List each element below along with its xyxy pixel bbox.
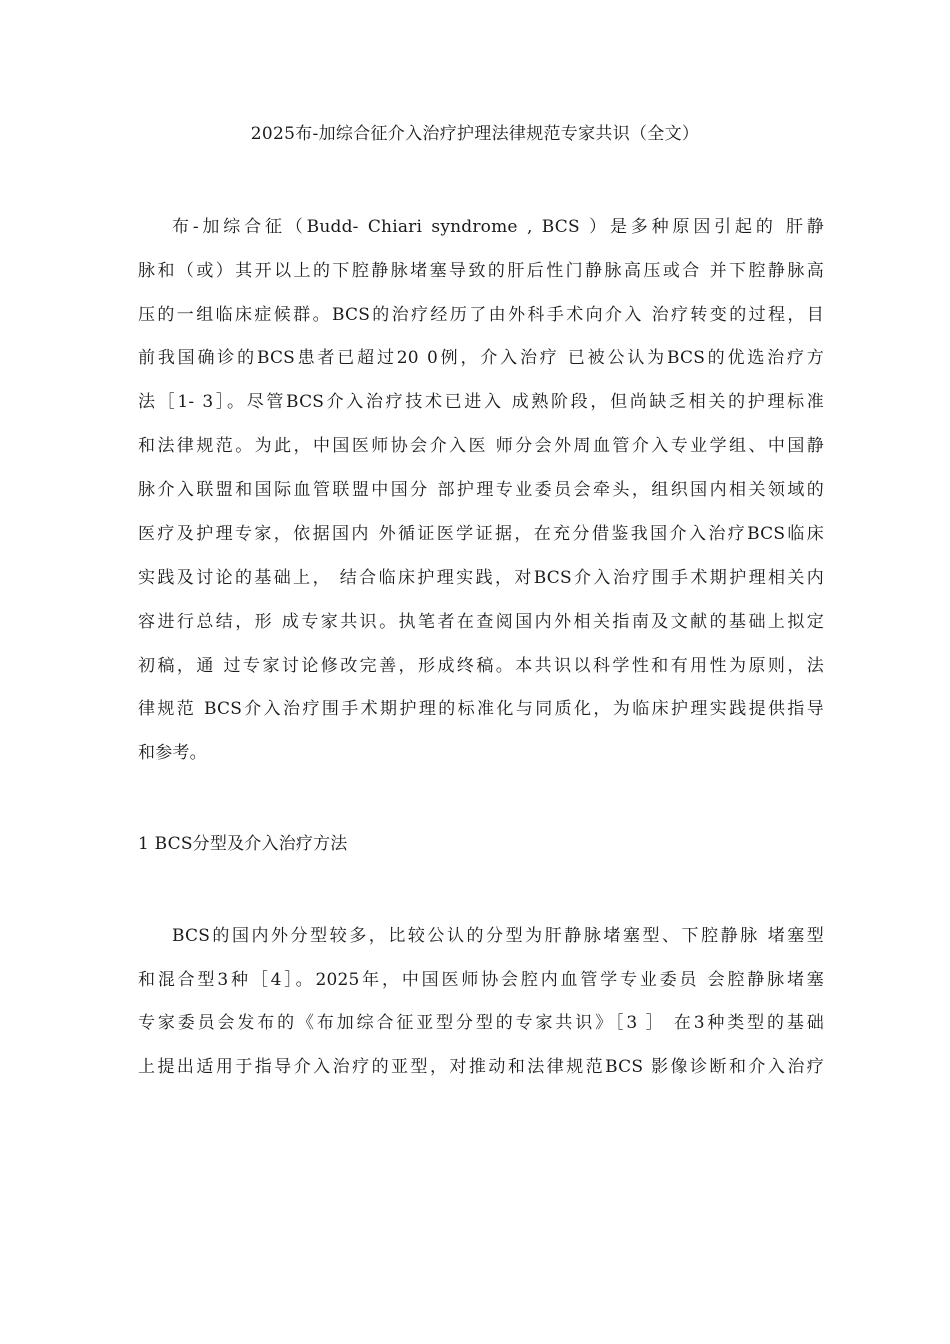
document-title: 2025布-加综合征介入治疗护理法律规范专家共识（全文） bbox=[250, 124, 700, 144]
intro-line: 布-加综合征（Budd- Chiari syndrome , BCS ）是多种原因引起的 肝静 bbox=[172, 217, 824, 237]
intro-line: 法［1- 3］。尽管BCS介入治疗技术已进入 成熟阶段，但尚缺乏相关的护理标准 bbox=[138, 392, 824, 412]
intro-line: 压的一组临床症候群。BCS的治疗经历了由外科手术向介入 治疗转变的过程，目 bbox=[138, 305, 824, 325]
intro-line: 实践及讨论的基础上， 结合临床护理实践，对BCS介入治疗围手术期护理相关内 bbox=[138, 568, 824, 588]
intro-line: 脉介入联盟和国际血管联盟中国分 部护理专业委员会牵头，组织国内相关领域的 bbox=[138, 480, 824, 500]
intro-line: 医疗及护理专家，依据国内 外循证医学证据，在充分借鉴我国介入治疗BCS临床 bbox=[138, 524, 824, 544]
intro-line: 容进行总结，形 成专家共识。执笔者在查阅国内外相关指南及文献的基础上拟定 bbox=[138, 612, 824, 632]
intro-line: 初稿，通 过专家讨论修改完善，形成终稿。本共识以科学性和有用性为原则，法 bbox=[138, 656, 824, 676]
section-line: BCS的国内外分型较多，比较公认的分型为肝静脉堵塞型、下腔静脉 堵塞型 bbox=[172, 926, 824, 946]
section-line: 上提出适用于指导介入治疗的亚型，对推动和法律规范BCS 影像诊断和介入治疗 bbox=[138, 1057, 824, 1077]
section-heading: 1 BCS分型及介入治疗方法 bbox=[138, 834, 348, 854]
section-line: 和混合型3种［4］。2025年，中国医师协会腔内血管学专业委员 会腔静脉堵塞 bbox=[138, 970, 824, 990]
intro-line: 和法律规范。为此，中国医师协会介入医 师分会外周血管介入专业学组、中国静 bbox=[138, 436, 824, 456]
intro-line: 前我国确诊的BCS患者已超过20 0例，介入治疗 已被公认为BCS的优选治疗方 bbox=[138, 348, 824, 368]
intro-line: 律规范 BCS介入治疗围手术期护理的标准化与同质化，为临床护理实践提供指导 bbox=[138, 699, 824, 719]
intro-line: 和参考。 bbox=[138, 743, 207, 763]
section-line: 专家委员会发布的《布加综合征亚型分型的专家共识》［3 ］ 在3种类型的基础 bbox=[138, 1013, 824, 1033]
intro-line: 脉和（或）其开以上的下腔静脉堵塞导致的肝后性门静脉高压或合 并下腔静脉高 bbox=[138, 261, 824, 281]
